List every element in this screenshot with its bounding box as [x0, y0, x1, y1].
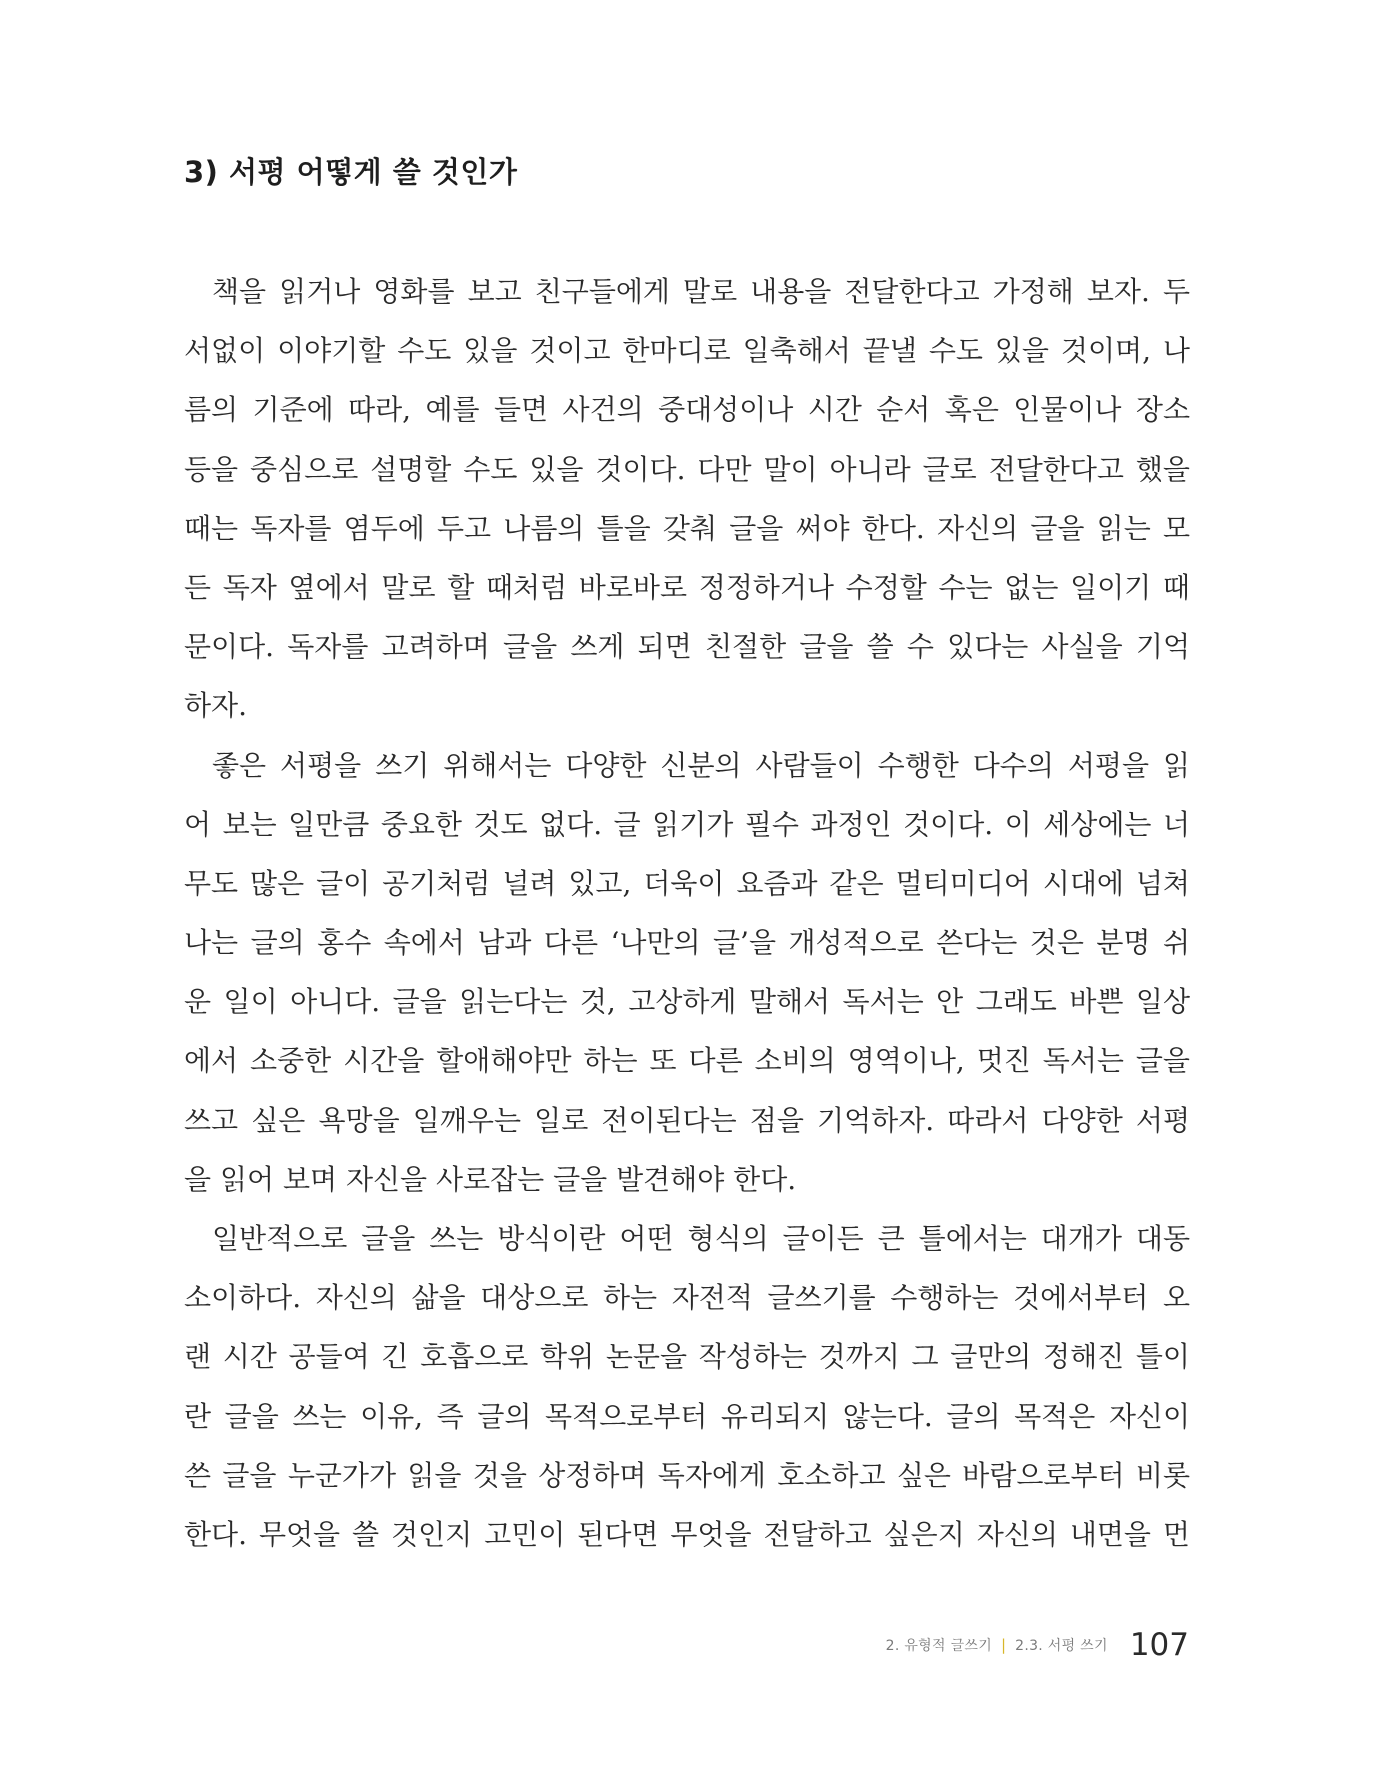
page-number: 107 — [1129, 1627, 1189, 1663]
text-line: 일반적으로 글을 쓰는 방식이란 어떤 형식의 글이든 큰 틀에서는 대개가 대동 — [212, 1222, 1190, 1255]
text-line: 쓰고 싶은 욕망을 일깨우는 일로 전이된다는 점을 기억하자. 따라서 다양한 서평 — [184, 1103, 1190, 1137]
running-head-chapter: 2. 유형적 글쓰기 — [885, 1638, 993, 1654]
text-line: 문이다. 독자를 고려하며 글을 쓰게 되면 친절한 글을 쓸 수 있다는 사실을 기억 — [184, 630, 1190, 664]
text-line: 에서 소중한 시간을 할애해야만 하는 또 다른 소비의 영역이나, 멋진 독서는 글을 — [184, 1044, 1190, 1078]
text-line: 름의 기준에 따라, 예를 들면 사건의 중대성이나 시간 순서 혹은 인물이나 장소 — [184, 393, 1190, 427]
running-head-separator: | — [1001, 1636, 1007, 1654]
text-line: 을 읽어 보며 자신을 사로잡는 글을 발견해야 한다. — [184, 1162, 797, 1196]
text-line: 랜 시간 공들여 긴 호흡으로 학위 논문을 작성하는 것까지 그 글만의 정해진 틀이 — [184, 1340, 1190, 1374]
text-line: 운 일이 아니다. 글을 읽는다는 것, 고상하게 말해서 독서는 안 그래도 바쁜 일상 — [184, 985, 1190, 1019]
text-line: 든 독자 옆에서 말로 할 때처럼 바로바로 정정하거나 수정할 수는 없는 일이기 때 — [184, 570, 1190, 604]
text-line: 어 보는 일만큼 중요한 것도 없다. 글 읽기가 필수 과정인 것이다. 이 세상에는 너 — [184, 807, 1190, 841]
text-line: 소이하다. 자신의 삶을 대상으로 하는 자전적 글쓰기를 수행하는 것에서부터 오 — [184, 1281, 1190, 1315]
text-line: 란 글을 쓰는 이유, 즉 글의 목적으로부터 유리되지 않는다. 글의 목적은 자신이 — [184, 1399, 1190, 1433]
section-title: 3) 서평 어떻게 쓸 것인가 — [184, 155, 518, 189]
text-line: 쓴 글을 누군가가 읽을 것을 상정하며 독자에게 호소하고 싶은 바람으로부터 비롯 — [184, 1458, 1190, 1492]
page-footer — [886, 1620, 1189, 1670]
paragraph-2 — [184, 736, 1190, 1210]
running-head-section: 2.3. 서평 쓰기 — [1015, 1638, 1108, 1654]
text-line: 나는 글의 홍수 속에서 남과 다른 ‘나만의 글’을 개성적으로 쓴다는 것은 분명 쉬 — [184, 926, 1190, 960]
paragraph-1 — [184, 262, 1190, 736]
text-line: 좋은 서평을 쓰기 위해서는 다양한 신분의 사람들이 수행한 다수의 서평을 읽 — [212, 748, 1190, 782]
body-text — [184, 262, 1190, 1564]
text-line: 서없이 이야기할 수도 있을 것이고 한마디로 일축해서 끝낼 수도 있을 것이며, 나 — [184, 334, 1190, 368]
text-line: 때는 독자를 염두에 두고 나름의 틀을 갖춰 글을 써야 한다. 자신의 글을 읽는 모 — [184, 511, 1190, 545]
text-line: 등을 중심으로 설명할 수도 있을 것이다. 다만 말이 아니라 글로 전달한다고 했을 — [184, 452, 1190, 486]
text-line: 하자. — [184, 689, 247, 723]
text-line: 무도 많은 글이 공기처럼 널려 있고, 더욱이 요즘과 같은 멀티미디어 시대에 넘쳐 — [184, 866, 1190, 900]
text-line: 한다. 무엇을 쓸 것인지 고민이 된다면 무엇을 전달하고 싶은지 자신의 내면을 먼 — [184, 1517, 1190, 1551]
text-line: 책을 읽거나 영화를 보고 친구들에게 말로 내용을 전달한다고 가정해 보자. 두 — [212, 275, 1190, 308]
paragraph-3 — [184, 1209, 1190, 1564]
